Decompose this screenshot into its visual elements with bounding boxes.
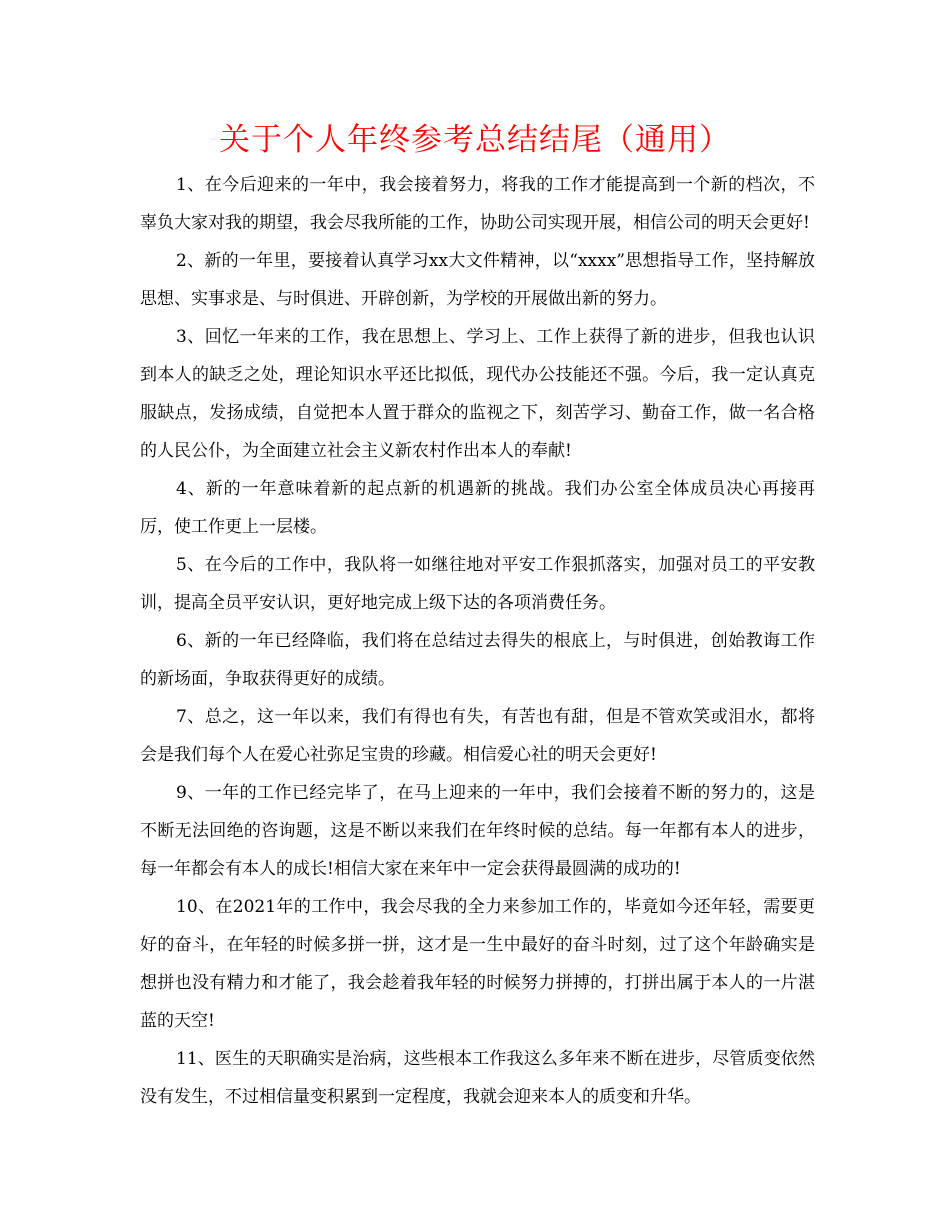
paragraph-9: 9、一年的工作已经完毕了，在马上迎来的一年中，我们会接着不断的努力的，这是不断无法回绝的咨询题，这是不断以来我们在年终时候的总结。每一年都有本人的进步，每一年都会有本人的成长!相信大家在来年中一定会获得最圆满的成功的!: [140, 783, 815, 879]
paragraph-3: 3、回忆一年来的工作，我在思想上、学习上、工作上获得了新的进步，但我也认识到本人的缺乏之处，理论知识水平还比拟低，现代办公技能还不强。今后，我一定认真克服缺点，发扬成绩，自觉把本人置于群众的监视之下，刻苦学习、勤奋工作，做一名合格的人民公仆，为全面建立社会主义新农村作出本人的奉献!: [140, 327, 815, 461]
paragraph-10: 10、在2021年的工作中，我会尽我的全力来参加工作的，毕竟如今还年轻，需要更好的奋斗，在年轻的时候多拼一拼，这才是一生中最好的奋斗时刻，过了这个年龄确实是想拼也没有精力和才能了，我会趁着我年轻的时候努力拼搏的，打拼出属于本人的一片湛蓝的天空!: [140, 897, 815, 1031]
document-body: [140, 166, 815, 1116]
paragraph-5: 5、在今后的工作中，我队将一如继往地对平安工作狠抓落实，加强对员工的平安教训，提高全员平安认识，更好地完成上级下达的各项消费任务。: [140, 555, 815, 613]
paragraph-1: 1、在今后迎来的一年中，我会接着努力，将我的工作才能提高到一个新的档次，不辜负大家对我的期望，我会尽我所能的工作，协助公司实现开展，相信公司的明天会更好!: [140, 175, 815, 233]
paragraph-11: 11、医生的天职确实是治病，这些根本工作我这么多年来不断在进步，尽管质变依然没有发生，不过相信量变积累到一定程度，我就会迎来本人的质变和升华。: [140, 1049, 815, 1107]
document-title: 关于个人年终参考总结结尾（通用）: [219, 122, 731, 158]
paragraph-7: 7、总之，这一年以来，我们有得也有失，有苦也有甜，但是不管欢笑或泪水，都将会是我们每个人在爱心社弥足宝贵的珍藏。相信爱心社的明天会更好!: [140, 707, 815, 765]
paragraph-2: 2、新的一年里，要接着认真学习xx大文件精神，以“xxxx”思想指导工作，坚持解放思想、实事求是、与时俱进、开辟创新，为学校的开展做出新的努力。: [140, 251, 815, 309]
paragraph-4: 4、新的一年意味着新的起点新的机遇新的挑战。我们办公室全体成员决心再接再厉，使工作更上一层楼。: [140, 479, 815, 537]
paragraph-6: 6、新的一年已经降临，我们将在总结过去得失的根底上，与时俱进，创始教诲工作的新场面，争取获得更好的成绩。: [140, 631, 815, 689]
